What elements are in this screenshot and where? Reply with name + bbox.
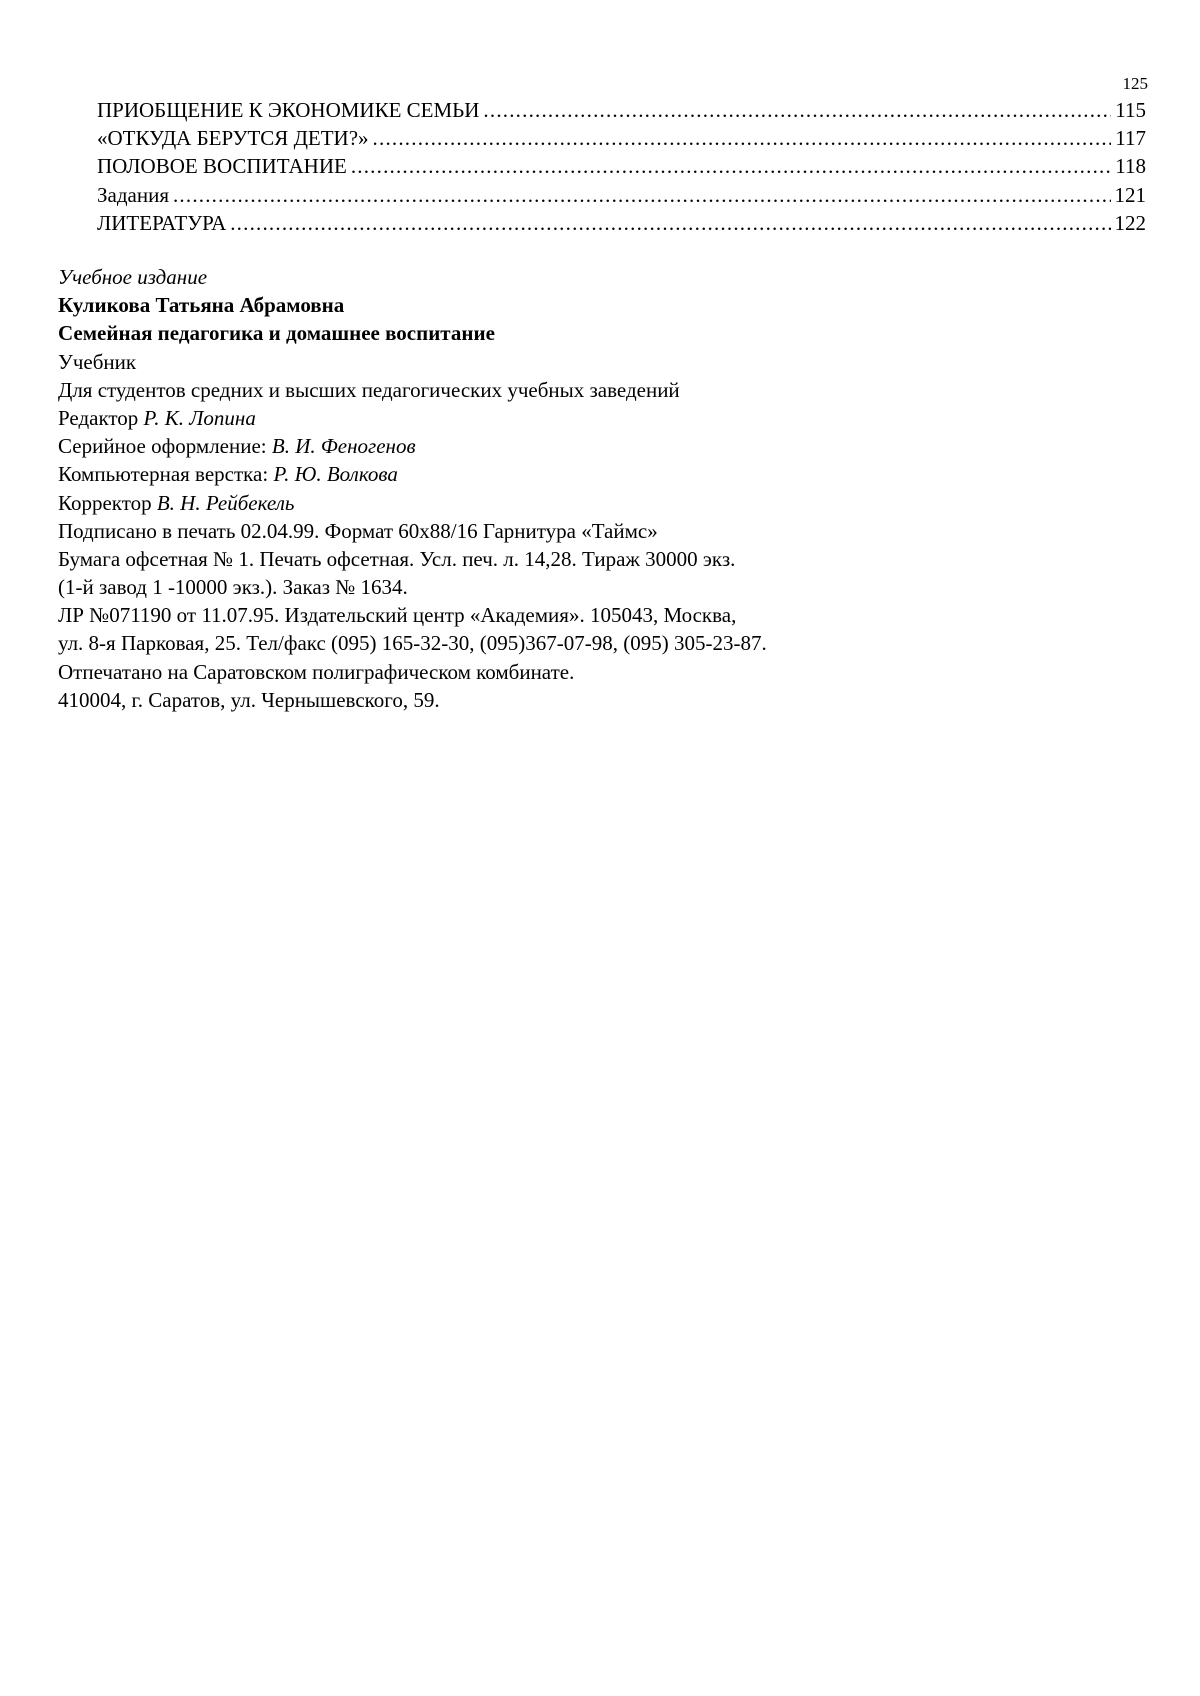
- edition-type: Учебное издание: [58, 265, 208, 289]
- printer-line: 410004, г. Саратов, ул. Чернышевского, 59.: [58, 687, 440, 712]
- toc-entry-title: «ОТКУДА БЕРУТСЯ ДЕТИ?»: [97, 126, 369, 151]
- layout-line: [58, 460, 1138, 488]
- print-info-line: Бумага офсетная № 1. Печать офсетная. Усл. печ. л. 14,28. Тираж 30000 экз.: [58, 546, 736, 571]
- printer-line: Отпечатано на Саратовском полиграфическом комбинате.: [58, 659, 575, 684]
- book-genre: Учебник: [58, 349, 137, 374]
- publisher-line: ЛР №071190 от 11.07.95. Издательский центр «Академия». 105043, Москва,: [58, 603, 737, 628]
- toc-dot-leader: [351, 152, 1111, 180]
- toc-entry-page: 122: [1114, 210, 1146, 235]
- layout-name: Р. Ю. Волкова: [273, 462, 398, 487]
- toc-entry: [97, 96, 1146, 124]
- series-design-label: Серийное оформление:: [58, 434, 267, 459]
- toc-entry-title: ЛИТЕРАТУРА: [97, 210, 227, 235]
- toc-dot-leader: [483, 96, 1111, 124]
- toc-entry-title: Задания: [97, 182, 169, 207]
- book-audience: Для студентов средних и высших педагогических учебных заведений: [58, 377, 680, 402]
- toc-entry: [97, 209, 1146, 237]
- toc-entry-page: 118: [1115, 154, 1146, 179]
- editor-line: [58, 404, 1138, 432]
- author-name: Куликова Татьяна Абрамовна: [58, 293, 345, 318]
- series-design-name: В. И. Феногенов: [271, 434, 416, 459]
- toc-entry-page: 117: [1115, 126, 1146, 151]
- series-design-line: [58, 432, 1138, 460]
- toc-entry-page: 115: [1115, 98, 1146, 122]
- toc-entry: [97, 124, 1146, 152]
- toc-entry-title: ПОЛОВОЕ ВОСПИТАНИЕ: [97, 154, 347, 179]
- toc-entry-page: 121: [1114, 182, 1146, 207]
- editor-name: Р. К. Лопина: [143, 405, 256, 430]
- publisher-line: ул. 8-я Парковая, 25. Тел/факс (095) 165-32-30, (095)367-07-98, (095) 305-23-87.: [58, 631, 767, 656]
- proofreader-label: Корректор: [58, 490, 152, 515]
- imprint-block: [58, 263, 1138, 714]
- toc-entry: [97, 181, 1146, 209]
- proofreader-line: [58, 489, 1138, 517]
- toc-dot-leader: [230, 209, 1110, 237]
- print-info-line: Подписано в печать 02.04.99. Формат 60х88/16 Гарнитура «Таймс»: [58, 518, 658, 543]
- proofreader-name: В. Н. Рейбекель: [156, 490, 295, 515]
- book-title: Семейная педагогика и домашнее воспитание: [58, 321, 495, 346]
- page-number: 125: [1122, 74, 1148, 93]
- print-info-line: (1-й завод 1 -10000 экз.). Заказ № 1634.: [58, 575, 408, 600]
- toc-entry-title: ПРИОБЩЕНИЕ К ЭКОНОМИКЕ СЕМЬИ: [97, 98, 480, 122]
- table-of-contents: [97, 96, 1146, 237]
- toc-dot-leader: [373, 124, 1112, 152]
- toc-entry: [97, 152, 1146, 180]
- layout-label: Компьютерная верстка:: [58, 462, 269, 487]
- editor-label: Редактор: [58, 405, 139, 430]
- toc-dot-leader: [173, 181, 1111, 209]
